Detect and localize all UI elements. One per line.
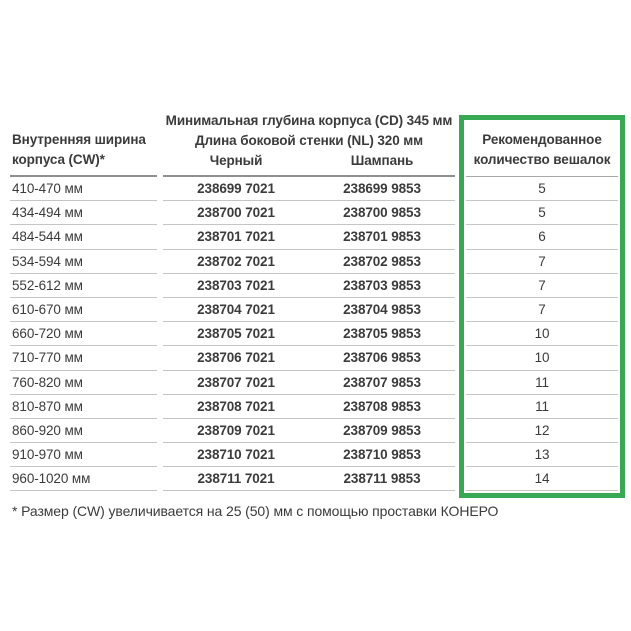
- table-row-hangers-cell: [466, 395, 618, 419]
- table-row-hangers-cell: [466, 177, 618, 201]
- table-row-articles-cell: [163, 395, 455, 419]
- hanger-count: 14: [534, 471, 550, 487]
- hanger-count: 10: [534, 350, 550, 366]
- col-header-internal-width: [10, 105, 157, 177]
- article-champagne: 238705 9853: [343, 326, 421, 342]
- col-header-internal-width-line1: Внутренняя ширина: [12, 132, 146, 147]
- table-row-hangers-cell: [466, 322, 618, 346]
- article-black: 238699 7021: [197, 181, 275, 197]
- hanger-count: 5: [538, 205, 546, 221]
- table-row-hangers-cell: [466, 250, 618, 274]
- table-row-hangers-cell: [466, 201, 618, 225]
- hanger-count: 12: [534, 422, 550, 438]
- article-black: 238709 7021: [197, 422, 275, 438]
- article-champagne: 238702 9853: [343, 253, 421, 269]
- table-row-articles-cell: [163, 298, 455, 322]
- table-row-width-cell: [10, 298, 157, 322]
- hanger-count: 13: [534, 447, 550, 463]
- table-row-hangers-cell: [466, 298, 618, 322]
- table-row-hangers-cell: [466, 467, 618, 491]
- table-row-width-cell: [10, 346, 157, 370]
- col-header-recommended-hangers: [466, 105, 618, 177]
- col-header-depth-group: [163, 105, 455, 177]
- article-black: 238702 7021: [197, 253, 275, 269]
- table-row-hangers-cell: [466, 371, 618, 395]
- article-black: 238705 7021: [197, 326, 275, 342]
- table-row-hangers-cell: [466, 443, 618, 467]
- table-row-hangers-cell: [466, 419, 618, 443]
- width-range: 860-920 мм: [12, 422, 83, 438]
- width-range: 960-1020 мм: [12, 471, 91, 487]
- table-row-articles-cell: [163, 443, 455, 467]
- footnote: * Размер (CW) увеличивается на 25 (50) мм с помощью проставки КОНЕРО: [12, 503, 499, 519]
- table-row-articles-cell: [163, 467, 455, 491]
- table-row-articles-cell: [163, 225, 455, 249]
- table-row-width-cell: [10, 274, 157, 298]
- hanger-count: 11: [535, 398, 549, 414]
- table-row-width-cell: [10, 250, 157, 274]
- product-table: [10, 105, 622, 491]
- table-row-width-cell: [10, 371, 157, 395]
- table-row-width-cell: [10, 201, 157, 225]
- article-black: 238708 7021: [197, 398, 275, 414]
- hanger-count: 10: [534, 326, 550, 342]
- hanger-count: 7: [538, 253, 546, 269]
- width-range: 410-470 мм: [12, 181, 83, 197]
- table-row-articles-cell: [163, 419, 455, 443]
- hanger-count: 7: [538, 277, 546, 293]
- width-range: 484-544 мм: [12, 229, 83, 245]
- article-black: 238703 7021: [197, 277, 275, 293]
- col-header-recommended-line1: Рекомендованное: [482, 132, 602, 147]
- col-header-black: Черный: [209, 153, 263, 168]
- hanger-count: 11: [535, 374, 549, 390]
- table-row-hangers-cell: [466, 274, 618, 298]
- article-black: 238711 7021: [197, 471, 275, 487]
- article-champagne: 238711 9853: [343, 471, 421, 487]
- article-champagne: 238709 9853: [343, 422, 421, 438]
- table-row-hangers-cell: [466, 225, 618, 249]
- width-range: 610-670 мм: [12, 302, 83, 318]
- table-row-width-cell: [10, 419, 157, 443]
- article-champagne: 238700 9853: [343, 205, 421, 221]
- width-range: 760-820 мм: [12, 374, 83, 390]
- col-header-depth-line2: Длина боковой стенки (NL) 320 мм: [194, 133, 424, 148]
- table-row-articles-cell: [163, 371, 455, 395]
- width-range: 660-720 мм: [12, 326, 83, 342]
- article-champagne: 238699 9853: [343, 181, 421, 197]
- article-black: 238706 7021: [197, 350, 275, 366]
- product-table-grid: [10, 105, 622, 491]
- article-champagne: 238706 9853: [343, 350, 421, 366]
- article-champagne: 238708 9853: [343, 398, 421, 414]
- col-header-internal-width-line2: корпуса (CW)*: [12, 152, 105, 167]
- width-range: 710-770 мм: [12, 350, 83, 366]
- article-black: 238710 7021: [197, 447, 275, 463]
- article-black: 238704 7021: [197, 302, 275, 318]
- table-row-width-cell: [10, 225, 157, 249]
- article-champagne: 238703 9853: [343, 277, 421, 293]
- hanger-count: 6: [538, 229, 546, 245]
- table-row-articles-cell: [163, 346, 455, 370]
- width-range: 910-970 мм: [12, 447, 83, 463]
- table-row-articles-cell: [163, 177, 455, 201]
- table-row-width-cell: [10, 443, 157, 467]
- table-row-hangers-cell: [466, 346, 618, 370]
- color-subheaders: [163, 151, 455, 171]
- article-black: 238707 7021: [197, 374, 275, 390]
- table-row-articles-cell: [163, 274, 455, 298]
- width-range: 434-494 мм: [12, 205, 83, 221]
- article-champagne: 238707 9853: [343, 374, 421, 390]
- table-row-width-cell: [10, 467, 157, 491]
- col-header-champagne: Шампань: [350, 153, 414, 168]
- table-row-width-cell: [10, 177, 157, 201]
- article-champagne: 238710 9853: [343, 447, 421, 463]
- hanger-count: 5: [538, 181, 546, 197]
- col-header-recommended-line2: количество вешалок: [473, 152, 611, 167]
- col-header-depth-line1: Минимальная глубина корпуса (CD) 345 мм: [165, 113, 453, 128]
- width-range: 552-612 мм: [12, 277, 83, 293]
- table-row-articles-cell: [163, 201, 455, 225]
- table-row-width-cell: [10, 395, 157, 419]
- article-champagne: 238704 9853: [343, 302, 421, 318]
- width-range: 810-870 мм: [12, 398, 83, 414]
- article-black: 238700 7021: [197, 205, 275, 221]
- hanger-count: 7: [538, 302, 546, 318]
- width-range: 534-594 мм: [12, 253, 83, 269]
- table-row-articles-cell: [163, 250, 455, 274]
- table-row-width-cell: [10, 322, 157, 346]
- article-champagne: 238701 9853: [343, 229, 421, 245]
- article-black: 238701 7021: [197, 229, 275, 245]
- table-row-articles-cell: [163, 322, 455, 346]
